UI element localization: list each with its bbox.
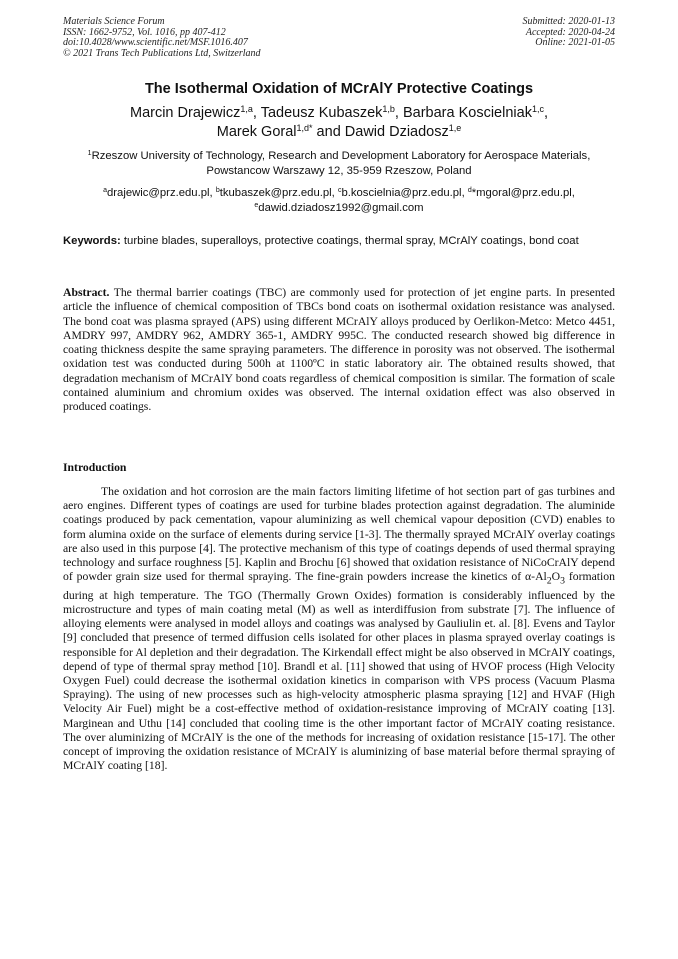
email-link[interactable]: tkubaszek@prz.edu.pl [219, 187, 332, 199]
subscript-3: 3 [560, 575, 565, 587]
email-sup: b [215, 187, 220, 194]
email-sup: e [254, 201, 259, 209]
email-link[interactable]: drajewic@prz.edu.pl [107, 187, 210, 199]
email-sup: d [467, 187, 472, 194]
author-name: Marek Goral [216, 123, 297, 140]
email-link[interactable]: *mgoral@prz.edu.pl [471, 187, 572, 199]
keywords-text: turbine blades, superalloys, protective coatings, thermal spray, MCrAlY coatings, bond coat [123, 235, 579, 247]
author-affil-sup: 1,a [240, 104, 253, 114]
copyright-line: © 2021 Trans Tech Publications Ltd, Switzerland [63, 47, 261, 59]
affiliation-sup: 1 [87, 150, 92, 157]
issn-line: ISSN: 1662-9752, Vol. 1016, pp 407-412 [63, 26, 226, 38]
email-link[interactable]: b.koscielnia@prz.edu.pl [341, 187, 462, 199]
journal-header-left [63, 17, 261, 59]
author-emails: $^a$drajewic@prz.edu.pl, $^b$tkubaszek@prz.edu.pl, $^c$b.koscielnia@prz.edu.pl, $^d$*mgoral@prz.edu.pl, $^e$dawid.dziadosz1992@gmail.com [103, 187, 575, 214]
author-conjunction: and [312, 123, 345, 140]
affiliation [60, 149, 618, 180]
author-name: Marcin Drajewicz [129, 105, 241, 121]
journal-header-right [523, 17, 616, 49]
introduction-heading: Introduction [63, 461, 127, 474]
abstract-label: Abstract. [63, 286, 110, 299]
author-affil-sup: 1,b [382, 104, 395, 114]
email-sup: a [103, 187, 107, 194]
introduction-paragraph [63, 485, 615, 773]
keywords [63, 234, 615, 249]
doi-line: doi:10.4028/www.scientific.net/MSF.1016.407 [63, 37, 248, 48]
intro-text-part1: The oxidation and hot corrosion are the main factors limiting lifetime of hot section part of gas turbines and aero engines. Different types of coatings are used for turbine blades protection against degradation. The aluminide coatings produced by pack cementation, vapour aluminizing as well chemical vapour deposition (CVD) enables to form alumina oxide on the surface of elements during service [1-3]. The thermally sprayed MCrAlY overlay coatings are also used in this purpose [4]. The protective mechanism of this type of coatings depends of used thermal spraying technology and surface roughness [5]. Kaplin and Brochu [6] showed that oxidation resistance of NiCoCrAlY depend of powder grain size used for thermal spraying. The fine-grain powders increase the kinetics of α-Al [63, 485, 615, 584]
author-affil-sup: 1,e [448, 122, 462, 133]
affiliation-text: Rzeszow University of Technology, Research and Development Laboratory for Aerospace Materials, Powstancow Warszawy 12, 35-959 Rzeszow, Poland [91, 150, 591, 178]
author-name: Dawid Dziadosz [344, 123, 449, 140]
oxygen-symbol: O [551, 570, 561, 584]
keywords-label: Keywords: [63, 235, 121, 247]
abstract-text: The thermal barrier coatings (TBC) are commonly used for protection of jet engine parts. In presented article the influence of chemical composition of TBCs bond coats on isothermal oxidation resistance was analysed. The bond coat was plasma sprayed (APS) using different MCrAlY alloys produced by Oerlikon-Metco: Metco 4451, AMDRY 997, AMDRY 962, AMDRY 365-1, AMDRY 995C. The conducted research showed big difference in coating thickness despite the same spraying parameters. The difference in porosity was not observed. The isothermal oxidation test was conducted during 500h at 1100ºC in static laboratory air. The obtained results showed, that degradation mechanism of MCrAlY bond coats regardless of chemical composition is similar. The formation of scale contained aluminium and chromium oxides was observed. The internal oxidation effect was also observed in produced coatings. [63, 286, 615, 414]
intro-text-part2: formation during at high temperature. The TGO (Thermally Grown Oxides) formation is considerably influenced by the microstructure and types of main coating metal (M) as well as interdiffusion from substrate [7]. The influence of alloying elements were analysed in model alloys and coatings was analysed by Gauliulin et. al. [8]. Evens and Taylor [9] concluded that presence of termed diffusion cells isolated for other places in plasma sprayed overlay coatings is responsible for Al depletion and their degradation. The Kirkendall effect might be also observed in MCrAlY coatings, depend of type of thermal spray method [10]. Brandl et al. [11] showed that using of HVOF process (High Velocity Oxygen Fuel) could decrease the isothermal oxidation kinetics in comparison with VPS process (Vacuum Plasma Spraying). The using of new processes such as high-velocity atmospheric plasma spraying [12] and HVAF (High Velocity Air Fuel) might be a cost-effective method of oxidation-resistance improving of MCrAlY coating [13]. Marginean and Uthu [14] concluded that cooling time is the other important factor of MCrAlY coating resistance. The over aluminizing of MCrAlY is the one of the methods for increasing of oxidation resistance [15-17]. The other concept of improving the oxidation resistance of MCrAlY is aluminizing of base material before thermal spraying of MCrAlY coating [18]. [63, 570, 615, 773]
email-link[interactable]: dawid.dziadosz1992@gmail.com [258, 201, 424, 214]
author-name: Tadeusz Kubaszek [260, 105, 383, 121]
author-list: Marcin Drajewicz$^{1,a}$, Tadeusz Kubaszek$^{1,b}$, Barbara Koscielniak$^{1,c}$, Marek Goral$^{1,d*}$ and Dawid Dziadosz$^{1,e}$ [129, 104, 548, 140]
subscript-2: 2 [546, 575, 552, 587]
author-affil-sup: 1,d* [296, 122, 313, 133]
abstract [63, 286, 615, 415]
accepted-date: Accepted: 2020-04-24 [525, 26, 615, 38]
author-affil-sup: 1,c [531, 104, 544, 114]
paper-title: The Isothermal Oxidation of MCrAlY Protective Coatings [144, 81, 534, 97]
author-name: Barbara Koscielniak [402, 105, 532, 121]
submitted-date: Submitted: 2020-01-13 [522, 16, 615, 27]
email-sup: c [337, 187, 342, 194]
online-date: Online: 2021-01-05 [535, 37, 615, 48]
journal-name: Materials Science Forum [63, 16, 165, 27]
